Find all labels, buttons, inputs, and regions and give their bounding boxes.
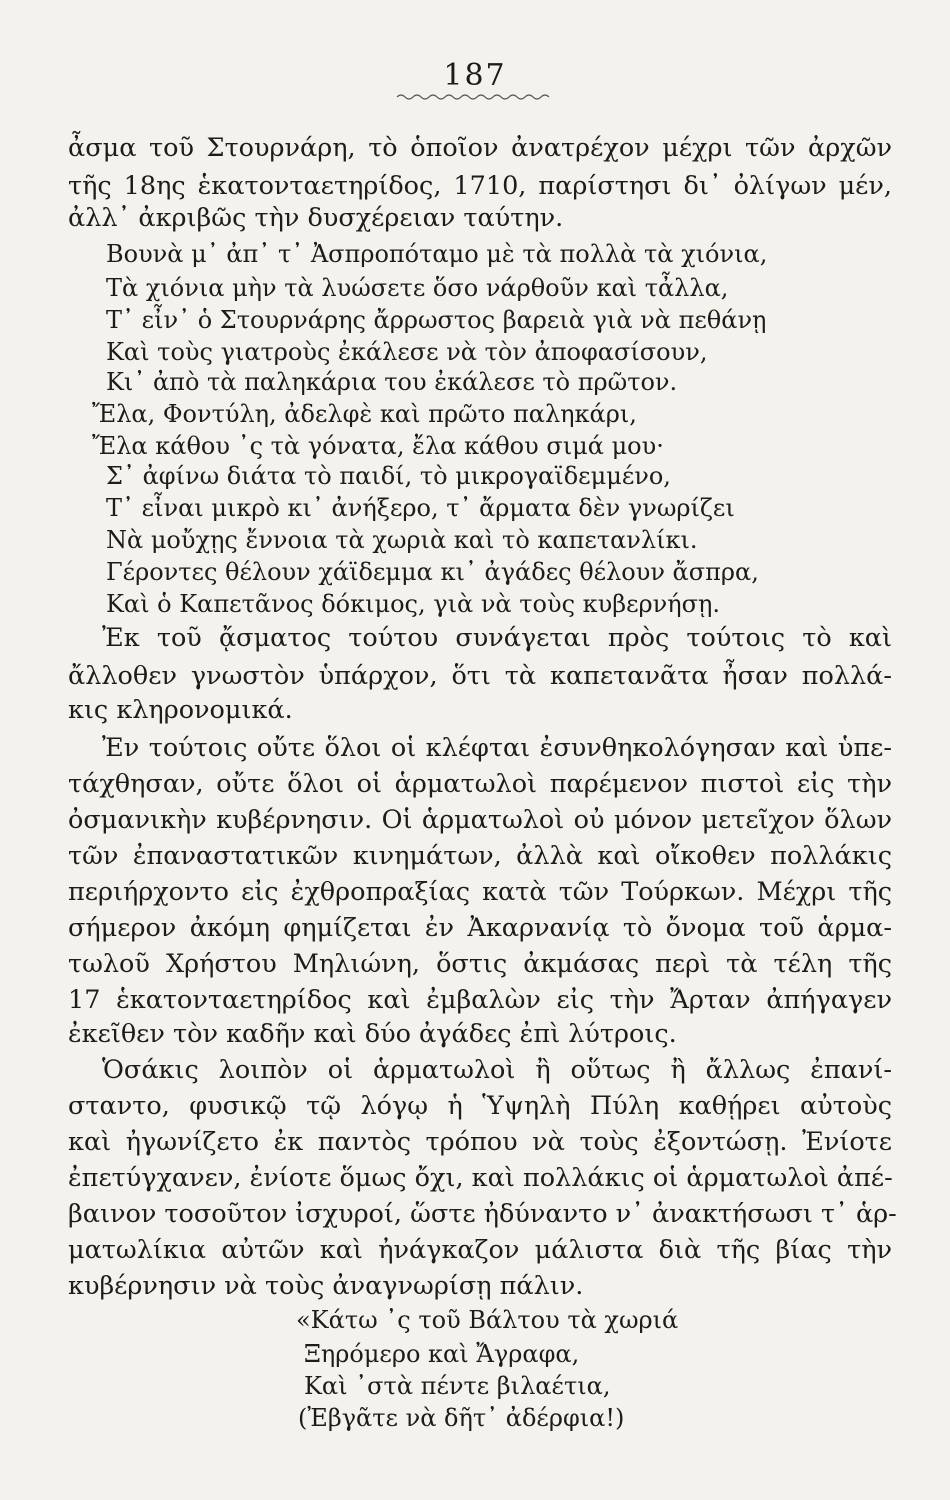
text-line: βαινον τοσοῦτον ἰσχυροί, ὥστε ἠδύναντο ν᾽ ἀνακτήσωσι τ᾽ ἁρ- <box>68 1199 897 1229</box>
text-line: ἐπετύγχανεν, ἐνίοτε ὅμως ὄχι, καὶ πολλάκις οἱ ἁρματωλοὶ ἀπέ- <box>68 1163 893 1193</box>
verse-line: Ἔλα κάθου ᾽ς τὰ γόνατα, ἔλα κάθου σιμά μου· <box>92 432 664 460</box>
verse-line: Τ᾽ εἶναι μικρὸ κι᾽ ἀνήξερο, τ᾽ ἄρματα δὲν γνωρίζει <box>106 494 735 522</box>
text-line: Ἐν τούτοις οὔτε ὅλοι οἱ κλέφται ἐσυνθηκολόγησαν καὶ ὑπε- <box>102 733 892 763</box>
text-line: τῆς 18ης ἑκατονταετηρίδος, 1710, παρίστησι δι᾽ ὀλίγων μέν, <box>68 171 892 201</box>
wavy-rule-ornament <box>395 92 555 102</box>
text-line: τάχθησαν, οὔτε ὅλοι οἱ ἁρματωλοὶ παρέμενον πιστοὶ εἰς τὴν <box>68 769 892 799</box>
page-number: 187 <box>443 58 507 93</box>
verse-line: Γέροντες θέλουν χάϊδεμμα κι᾽ ἀγάδες θέλουν ἄσπρα, <box>106 558 759 586</box>
verse-line: «Κάτω ᾽ς τοῦ Βάλτου τὰ χωριά <box>296 1306 679 1334</box>
text-line: ὀσμανικὴν κυβέρνησιν. Οἱ ἁρματωλοὶ οὐ μόνον μετεῖχον ὅλων <box>68 805 892 835</box>
text-line: 17 ἑκατονταετηρίδος καὶ ἐμβαλὼν εἰς τὴν Ἄρταν ἀπήγαγεν <box>68 985 892 1015</box>
text-line: ἐκεῖθεν τὸν καδῆν καὶ δύο ἀγάδες ἐπὶ λύτροις. <box>68 1019 677 1049</box>
verse-line: Καὶ ᾽στὰ πέντε βιλαέτια, <box>304 1372 611 1400</box>
text-line: ἀλλ᾽ ἀκριβῶς τὴν δυσχέρειαν ταύτην. <box>68 203 564 233</box>
text-line: τωλοῦ Χρήστου Μηλιώνη, ὅστις ἀκμάσας περὶ τὰ τέλη τῆς <box>68 949 892 979</box>
verse-line: Σ᾽ ἀφίνω διάτα τὸ παιδί, τὸ μικρογαϊδεμμένο, <box>106 462 671 490</box>
verse-line: Τὰ χιόνια μὴν τὰ λυώσετε ὅσο νάρθοῦν καὶ τἆλλα, <box>106 274 729 302</box>
verse-line: Κι᾽ ἀπὸ τὰ παληκάρια του ἐκάλεσε τὸ πρῶτον. <box>106 368 678 396</box>
text-line: σταντο, φυσικῷ τῷ λόγῳ ἡ Ὑψηλὴ Πύλη καθῄρει αὐτοὺς <box>68 1091 892 1121</box>
text-line: ματωλίκια αὐτῶν καὶ ἠνάγκαζον μάλιστα διὰ τῆς βίας τὴν <box>68 1235 892 1265</box>
text-line: Ἐκ τοῦ ᾄσματος τούτου συνάγεται πρὸς τούτοις τὸ καὶ <box>102 623 892 653</box>
text-line: τῶν ἐπαναστατικῶν κινημάτων, ἀλλὰ καὶ οἴκοθεν πολλάκις <box>68 841 892 871</box>
verse-line: Τ᾽ εἶν᾽ ὁ Στουρνάρης ἄρρωστος βαρειὰ γιὰ νὰ πεθάνῃ <box>106 306 767 334</box>
text-line: ἄλλοθεν γνωστὸν ὑπάρχον, ὅτι τὰ καπετανᾶτα ἦσαν πολλά- <box>68 661 892 691</box>
verse-line: Ξηρόμερο καὶ Ἄγραφα, <box>304 1340 580 1368</box>
text-line: περιήρχοντο εἰς ἐχθροπραξίας κατὰ τῶν Τούρκων. Μέχρι τῆς <box>68 877 892 907</box>
verse-line: Βουνὰ μ᾽ ἀπ᾽ τ᾽ Ἀσπροπόταμο μὲ τὰ πολλὰ τὰ χιόνια, <box>106 240 768 268</box>
verse-line: (Ἐβγᾶτε νὰ δῆτ᾽ ἀδέρφια!) <box>298 1404 625 1432</box>
verse-line: Καὶ ὁ Καπετᾶνος δόκιμος, γιὰ νὰ τοὺς κυβερνήσῃ. <box>106 590 721 618</box>
text-line: Ὁσάκις λοιπὸν οἱ ἁρματωλοὶ ἢ οὕτως ἢ ἄλλως ἐπανί- <box>102 1055 892 1085</box>
verse-line: Ἔλα, Φοντύλη, ἀδελφὲ καὶ πρῶτο παληκάρι, <box>92 400 637 428</box>
text-line: κυβέρνησιν νὰ τοὺς ἀναγνωρίσῃ πάλιν. <box>68 1271 584 1301</box>
verse-line: Νὰ μοὔχῃς ἔννοια τὰ χωριὰ καὶ τὸ καπετανλίκι. <box>106 526 698 554</box>
text-line: σήμερον ἀκόμη φημίζεται ἐν Ἀκαρνανίᾳ τὸ ὄνομα τοῦ ἁρμα- <box>68 913 892 943</box>
text-line: κις κληρονομικά. <box>68 695 293 725</box>
text-line: καὶ ἠγωνίζετο ἐκ παντὸς τρόπου νὰ τοὺς ἐξοντώσῃ. Ἐνίοτε <box>68 1127 892 1157</box>
verse-line: Καὶ τοὺς γιατροὺς ἐκάλεσε νὰ τὸν ἀποφασίσουν, <box>106 338 708 366</box>
text-line: ἆσμα τοῦ Στουρνάρη, τὸ ὁποῖον ἀνατρέχον μέχρι τῶν ἀρχῶν <box>68 133 892 163</box>
